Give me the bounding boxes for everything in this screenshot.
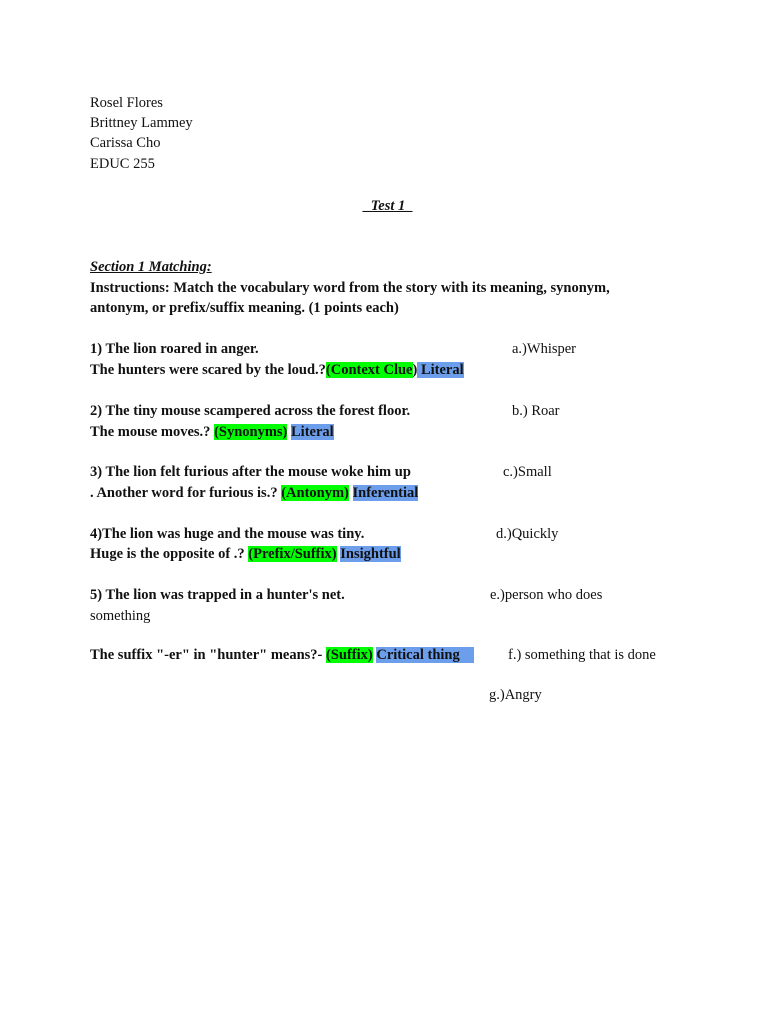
- question-text: . Another word for furious is.?: [90, 485, 282, 501]
- author-name: Carissa Cho: [90, 135, 161, 151]
- instructions-line: Instructions: Match the vocabulary word from the story with its meaning, synonym,: [90, 280, 610, 296]
- level-tag-blue: Literal: [417, 362, 464, 378]
- question-line: [90, 484, 418, 502]
- page-title: _Test 1_: [363, 198, 413, 214]
- instructions-line: antonym, or prefix/suffix meaning. (1 points each): [90, 300, 399, 316]
- answer-choice: c.)Small: [503, 464, 552, 480]
- answer-choice-continued: something: [90, 608, 151, 624]
- section-heading: Section 1 Matching:: [90, 259, 212, 275]
- level-tag-blue: Inferential: [352, 485, 419, 501]
- answer-choice: d.)Quickly: [496, 526, 559, 542]
- question-text: The mouse moves.?: [90, 424, 215, 440]
- question-text: Huge is the opposite of .?: [90, 546, 249, 562]
- answer-choice: f.) something that is done: [508, 647, 656, 663]
- tag-separator: ): [412, 362, 418, 378]
- question-line: [90, 423, 334, 441]
- course-code: EDUC 255: [90, 156, 155, 172]
- skill-tag-green: (Antonym): [281, 485, 349, 501]
- skill-tag-green: (Synonyms): [214, 424, 288, 440]
- skill-tag-green: (Context Clue: [325, 362, 413, 378]
- question-line: [90, 361, 464, 379]
- tag-separator: [349, 485, 353, 501]
- skill-tag-green: (Suffix): [326, 647, 373, 663]
- question-text: The suffix "-er" in "hunter" means?-: [90, 647, 327, 663]
- question-prompt: 5) The lion was trapped in a hunter's net.: [90, 587, 345, 603]
- level-tag-blue: Critical thing: [376, 647, 475, 663]
- question-text: The hunters were scared by the loud.?: [90, 362, 326, 378]
- answer-choice: b.) Roar: [512, 403, 560, 419]
- author-name: Brittney Lammey: [90, 115, 193, 131]
- question-prompt: 3) The lion felt furious after the mouse woke him up: [90, 464, 411, 480]
- answer-choice: a.)Whisper: [512, 341, 577, 357]
- question-prompt: 4)The lion was huge and the mouse was tiny.: [90, 526, 365, 542]
- answer-choice: e.)person who does: [490, 587, 603, 603]
- skill-tag-green: (Prefix/Suffix): [248, 546, 337, 562]
- answer-choice: g.)Angry: [489, 687, 542, 703]
- question-line: [90, 545, 401, 563]
- question-prompt: 1) The lion roared in anger.: [90, 341, 259, 357]
- author-name: Rosel Flores: [90, 95, 163, 111]
- level-tag-blue: Literal: [291, 424, 334, 440]
- question-line: [90, 646, 474, 664]
- level-tag-blue: Insightful: [340, 546, 401, 562]
- question-prompt: 2) The tiny mouse scampered across the forest floor.: [90, 403, 411, 419]
